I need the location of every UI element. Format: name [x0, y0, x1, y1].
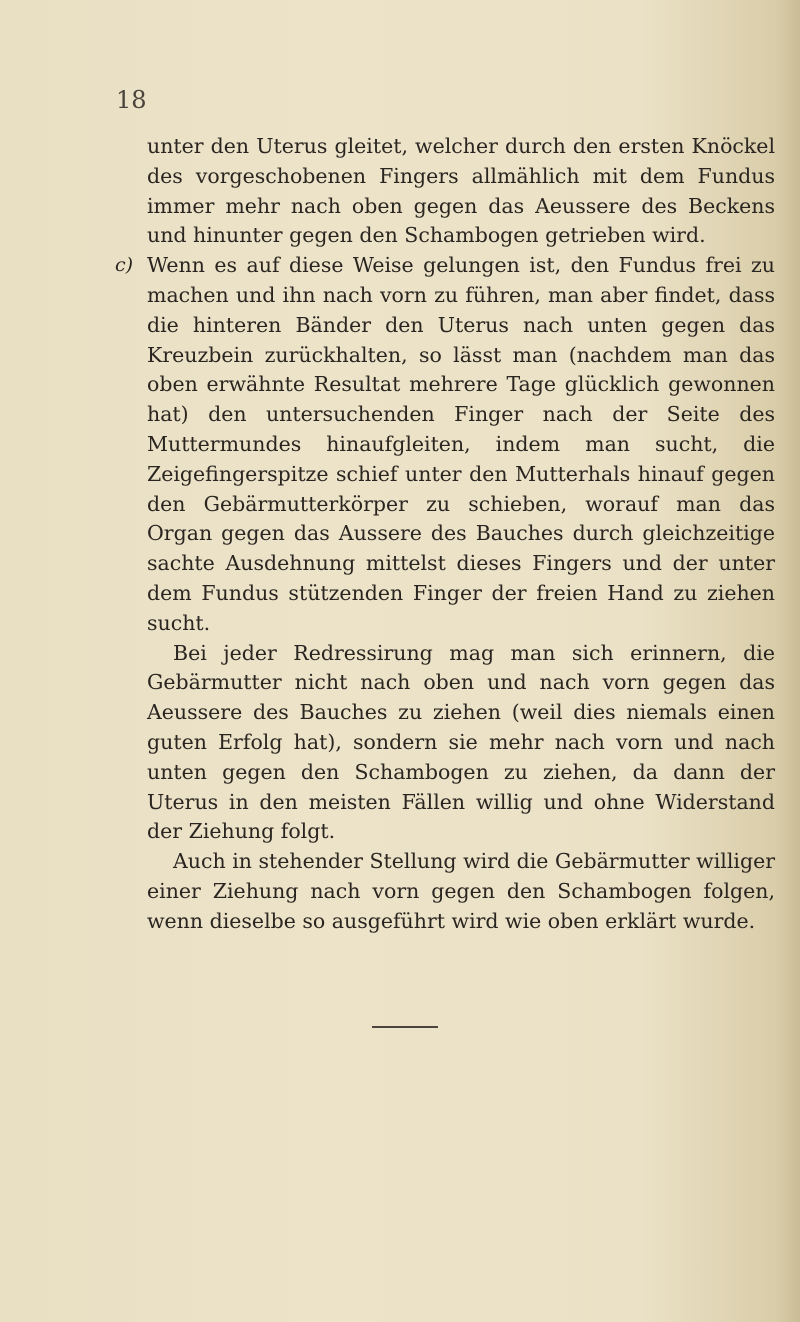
- list-item-c: [115, 251, 775, 638]
- page-number: 18: [116, 86, 147, 114]
- paragraph-stehender-stellung: Auch in stehender Stellung wird die Gebärmutter williger einer Ziehung nach vorn gegen den Schambogen folgen, wenn dieselbe so ausgeführt wird wie oben erklärt wurde.: [147, 849, 775, 933]
- section-end-rule: [372, 1026, 438, 1028]
- paragraph-redressirung: Bei jeder Redressirung mag man sich erinnern, die Gebärmutter nicht nach oben und nach vorn gegen das Aeussere des Bauches zu ziehen (weil dies niemals einen guten Erfolg hat), sondern sie mehr nach vorn und nach unten gegen den Schambogen zu ziehen, da dann der Uterus in den meisten Fällen willig und ohne Widerstand der Ziehung folgt.: [147, 640, 775, 844]
- paragraph-item-c: Wenn es auf diese Weise gelungen ist, den Fundus frei zu machen und ihn nach vorn zu führen, man aber findet, dass die hinteren Bänder den Uterus nach unten gegen das Kreuzbein zurückhalten, so lässt man (nachdem man das oben erwähnte Resultat mehrere Tage glücklich gewonnen hat) den untersuchenden Finger nach der Seite des Muttermundes hinaufgleiten, indem man sucht, die Zeigefingerspitze schief unter den Mutterhals hinauf gegen den Gebärmutterkörper zu schieben, worauf man das Organ gegen das Aussere des Bauches durch gleichzeitige sachte Ausdehnung mittelst dieses Fingers und der unter dem Fundus stützenden Finger der freien Hand zu ziehen sucht.: [147, 253, 775, 635]
- page-body-text: [115, 132, 775, 937]
- item-label-c: c): [115, 254, 134, 277]
- paragraph-continuation: unter den Uterus gleitet, welcher durch den ersten Knöckel des vorgeschobenen Fingers allmählich mit dem Fundus immer mehr nach oben gegen das Aeussere des Beckens und hinunter gegen den Schambogen getrieben wird.: [147, 134, 775, 248]
